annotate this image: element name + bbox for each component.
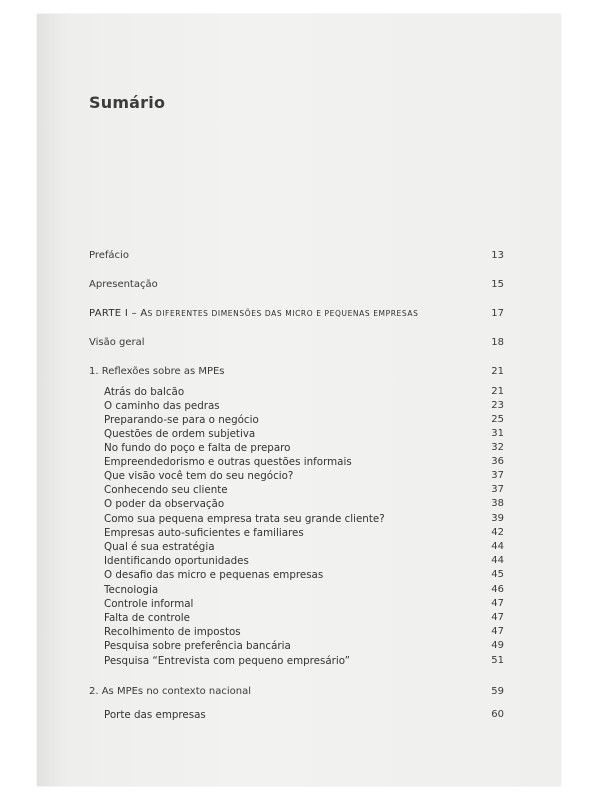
toc-entry-page: 37	[491, 470, 504, 481]
toc-entry-text: 2. As MPEs no contexto nacional	[89, 686, 252, 697]
toc-entry-text: Que visão você tem do seu negócio?	[104, 470, 294, 482]
toc-entry-text: O caminho das pedras	[104, 400, 220, 412]
toc-entry-page: 42	[491, 527, 504, 538]
toc-entry-page: 17	[491, 308, 504, 319]
toc-entry-page: 18	[491, 337, 504, 348]
toc-entry-page: 36	[491, 456, 504, 467]
toc-entry-page: 38	[491, 498, 504, 509]
toc-entry-page: 15	[491, 279, 504, 290]
toc-entry-page: 59	[491, 686, 504, 697]
toc-entry-page: 45	[491, 569, 504, 580]
toc-entry-text: Preparando-se para o negócio	[104, 414, 259, 426]
toc-entry-text: Recolhimento de impostos	[104, 626, 241, 638]
part-heading-prefix: PARTE I – A	[89, 308, 148, 319]
toc-entry-text: Como sua pequena empresa trata seu grande cliente?	[104, 513, 385, 525]
toc-entry-text: Controle informal	[104, 598, 194, 610]
toc-entry-text: Visão geral	[89, 337, 145, 348]
page-title: Sumário	[89, 93, 166, 112]
toc-entry-text: Apresentação	[89, 279, 158, 290]
toc-entry-page: 21	[491, 366, 504, 377]
toc-entry-page: 37	[491, 484, 504, 495]
toc-entry-text: Conhecendo seu cliente	[104, 484, 228, 496]
toc-entry-page: 13	[491, 250, 504, 261]
toc-entry-page: 47	[491, 626, 504, 637]
toc-entry-page: 44	[491, 541, 504, 552]
part-heading-text	[89, 308, 419, 320]
toc-entry-page: 25	[491, 414, 504, 425]
part-heading-rest: S DIFERENTES DIMENSÕES DAS MICRO E PEQUENAS EMPRESAS	[147, 309, 419, 318]
toc-entry-page: 44	[491, 555, 504, 566]
toc-entry-text: Identificando oportunidades	[104, 555, 249, 567]
toc-entry-page: 47	[491, 612, 504, 623]
toc-entry-page: 46	[491, 584, 504, 595]
toc-entry-page: 23	[491, 400, 504, 411]
toc-entry-text: 1. Reflexões sobre as MPEs	[89, 366, 225, 377]
toc-entry-text: O desafio das micro e pequenas empresas	[104, 569, 324, 581]
toc-entry-page: 31	[491, 428, 504, 439]
toc-entry-text: Falta de controle	[104, 612, 190, 624]
toc-entry-page: 60	[491, 709, 504, 720]
toc-entry-text: Atrás do balcão	[104, 386, 185, 398]
toc-entry-page: 39	[491, 513, 504, 524]
toc-entry-text: Pesquisa “Entrevista com pequeno empresário”	[104, 655, 351, 667]
toc-entry-text: Tecnologia	[104, 584, 159, 596]
toc-entry-text: Empresas auto-suficientes e familiares	[104, 527, 304, 539]
toc-entry-text: No fundo do poço e falta de preparo	[104, 442, 291, 454]
toc-entry-text: Questões de ordem subjetiva	[104, 428, 256, 440]
toc-entry-text: O poder da observação	[104, 498, 225, 510]
toc-entry-page: 21	[491, 386, 504, 397]
toc-entry-page: 32	[491, 442, 504, 453]
toc-entry-text: Porte das empresas	[104, 709, 206, 721]
toc-entry-text: Prefácio	[89, 250, 129, 261]
toc-entry-page: 51	[491, 655, 504, 666]
toc-entry-page: 47	[491, 598, 504, 609]
toc-entry-text: Qual é sua estratégia	[104, 541, 215, 553]
toc-entry-text: Empreendedorismo e outras questões informais	[104, 456, 352, 468]
toc-entry-text: Pesquisa sobre preferência bancária	[104, 640, 291, 652]
toc-entry-page: 49	[491, 640, 504, 651]
